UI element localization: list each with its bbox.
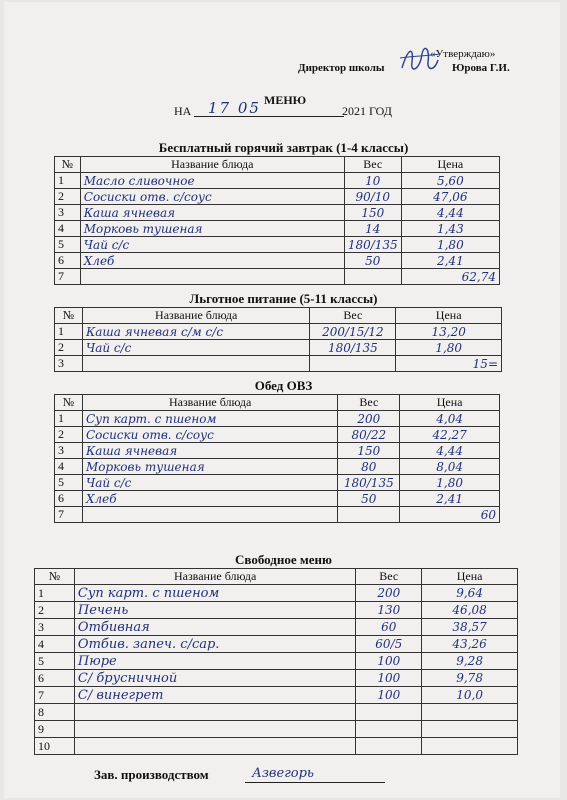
dish-price: 47,06: [401, 189, 499, 205]
dish-weight: 100: [356, 687, 422, 704]
dish-weight: 90/10: [344, 189, 401, 205]
dish-price: 38,57: [422, 619, 518, 636]
dish-name: Печень: [74, 602, 355, 619]
section-title-ovz: Обед ОВЗ: [254, 378, 313, 393]
row-number: 3: [55, 443, 83, 459]
menu-title: МЕНЮ: [264, 93, 307, 107]
dish-name: Морковь тушеная: [80, 221, 344, 237]
production-head-signature: Азвегорь: [252, 766, 314, 781]
column-header: Цена: [401, 157, 499, 173]
column-header: Название блюда: [82, 395, 337, 411]
row-number: 6: [55, 491, 83, 507]
menu-date: 17 05: [208, 99, 261, 117]
row-number: 4: [55, 221, 81, 237]
dish-name: Морковь тушеная: [82, 459, 337, 475]
table-row: [35, 636, 518, 653]
dish-name: Масло сливочное: [80, 173, 344, 189]
dish-price: 42,27: [400, 427, 500, 443]
dish-name: Хлеб: [80, 253, 344, 269]
column-header: Вес: [338, 395, 400, 411]
section-title-free: Свободное меню: [235, 552, 332, 567]
dish-weight: [344, 269, 401, 285]
column-header: Цена: [400, 395, 500, 411]
row-number: 3: [55, 205, 81, 221]
table-row: [35, 687, 518, 704]
row-number: 2: [55, 427, 83, 443]
dish-weight: 100: [356, 653, 422, 670]
dish-price: [422, 704, 518, 721]
dish-weight: 130: [356, 602, 422, 619]
dish-name: Сосиски отв. с/соус: [80, 189, 344, 205]
table-row: [55, 411, 500, 427]
column-header: №: [55, 308, 83, 324]
dish-price: 9,64: [422, 585, 518, 602]
table-row: [55, 443, 500, 459]
dish-name: Пюре: [74, 653, 355, 670]
dish-weight: 60: [356, 619, 422, 636]
column-header: Название блюда: [82, 308, 310, 324]
column-header: №: [35, 569, 75, 585]
dish-price: 9,28: [422, 653, 518, 670]
row-number: 6: [35, 670, 75, 687]
row-number: 8: [35, 704, 75, 721]
dish-price: 4,44: [400, 443, 500, 459]
row-number: 4: [35, 636, 75, 653]
table-row: [55, 491, 500, 507]
table-row: [55, 507, 500, 523]
signature-line: [245, 782, 385, 783]
dish-weight: 200: [338, 411, 400, 427]
column-header: Название блюда: [80, 157, 344, 173]
dish-price: 46,08: [422, 602, 518, 619]
table-row: [35, 619, 518, 636]
dish-weight: 50: [344, 253, 401, 269]
row-number: 2: [55, 340, 83, 356]
dish-name: Каша ячневая: [80, 205, 344, 221]
breakfast-table: [54, 156, 500, 285]
dish-weight: [338, 507, 400, 523]
table-row: [55, 189, 500, 205]
row-number: 5: [55, 475, 83, 491]
table-row: [35, 670, 518, 687]
dish-weight: [310, 356, 396, 372]
dish-weight: 180/135: [338, 475, 400, 491]
total-price: 62,74: [401, 269, 499, 285]
table-row: [35, 721, 518, 738]
table-row: [55, 205, 500, 221]
dish-name: [82, 356, 310, 372]
dish-price: 1,80: [396, 340, 502, 356]
dish-name: Суп карт. с пшеном: [82, 411, 337, 427]
table-row: [55, 253, 500, 269]
table-row: [55, 269, 500, 285]
dish-name: Суп карт. с пшеном: [74, 585, 355, 602]
column-header: Вес: [356, 569, 422, 585]
table-row: [55, 324, 502, 340]
table-row: [35, 602, 518, 619]
table-row: [55, 173, 500, 189]
row-number: 5: [35, 653, 75, 670]
free-menu-table: [34, 568, 518, 755]
dish-name: Каша ячневая: [82, 443, 337, 459]
dish-weight: 50: [338, 491, 400, 507]
dish-weight: [356, 704, 422, 721]
row-number: 2: [35, 602, 75, 619]
dish-name: [74, 738, 355, 755]
dish-weight: 150: [344, 205, 401, 221]
row-number: 1: [35, 585, 75, 602]
row-number: 10: [35, 738, 75, 755]
dish-weight: 60/5: [356, 636, 422, 653]
column-header: №: [55, 395, 83, 411]
dish-name: Чай с/с: [82, 340, 310, 356]
table-header-row: [55, 157, 500, 173]
row-number: 5: [55, 237, 81, 253]
dish-price: [422, 721, 518, 738]
row-number: 9: [35, 721, 75, 738]
table-row: [35, 585, 518, 602]
dish-price: 9,78: [422, 670, 518, 687]
table-row: [55, 221, 500, 237]
dish-weight: 14: [344, 221, 401, 237]
row-number: 6: [55, 253, 81, 269]
table-row: [55, 427, 500, 443]
dish-price: 1,43: [401, 221, 499, 237]
benefit-table: [54, 307, 502, 372]
dish-name: [74, 704, 355, 721]
dish-price: 13,20: [396, 324, 502, 340]
dish-price: 1,80: [401, 237, 499, 253]
row-number: 1: [55, 411, 83, 427]
date-prefix: НА: [174, 104, 192, 118]
table-header-row: [55, 308, 502, 324]
dish-name: Сосиски отв. с/соус: [82, 427, 337, 443]
menu-year: 2021 ГОД: [342, 104, 392, 118]
table-row: [55, 237, 500, 253]
table-row: [35, 704, 518, 721]
dish-price: 5,60: [401, 173, 499, 189]
director-signature-icon: [398, 40, 442, 80]
dish-price: 2,41: [400, 491, 500, 507]
total-price: 60: [400, 507, 500, 523]
dish-name: [74, 721, 355, 738]
dish-weight: 10: [344, 173, 401, 189]
row-number: 7: [55, 507, 83, 523]
dish-price: 8,04: [400, 459, 500, 475]
dish-price: [422, 738, 518, 755]
row-number: 7: [35, 687, 75, 704]
row-number: 3: [35, 619, 75, 636]
table-row: [35, 653, 518, 670]
row-number: 1: [55, 173, 81, 189]
column-header: Вес: [310, 308, 396, 324]
director-label: Директор школы: [298, 62, 385, 74]
table-row: [55, 340, 502, 356]
table-row: [35, 738, 518, 755]
dish-name: Чай с/с: [82, 475, 337, 491]
dish-price: 4,04: [400, 411, 500, 427]
table-header-row: [35, 569, 518, 585]
row-number: 4: [55, 459, 83, 475]
table-row: [55, 356, 502, 372]
row-number: 1: [55, 324, 83, 340]
table-row: [55, 475, 500, 491]
dish-name: [82, 507, 337, 523]
dish-weight: 180/135: [344, 237, 401, 253]
dish-weight: 100: [356, 670, 422, 687]
production-head-label: Зав. производством: [94, 767, 209, 782]
dish-name: Хлеб: [82, 491, 337, 507]
ovz-table: [54, 394, 500, 523]
total-price: 15=: [396, 356, 502, 372]
table-header-row: [55, 395, 500, 411]
dish-weight: [356, 721, 422, 738]
dish-price: 1,80: [400, 475, 500, 491]
row-number: 3: [55, 356, 83, 372]
dish-name: [80, 269, 344, 285]
table-row: [55, 459, 500, 475]
dish-price: 10,0: [422, 687, 518, 704]
dish-name: Отбивная: [74, 619, 355, 636]
dish-weight: 200: [356, 585, 422, 602]
dish-weight: 150: [338, 443, 400, 459]
section-title-benefit: Льготное питание (5-11 классы): [189, 291, 378, 306]
dish-name: Каша ячневая с/м с/с: [82, 324, 310, 340]
director-name: Юрова Г.И.: [452, 62, 510, 74]
row-number: 2: [55, 189, 81, 205]
dish-name: Отбив. запеч. с/сар.: [74, 636, 355, 653]
column-header: №: [55, 157, 81, 173]
dish-weight: 80: [338, 459, 400, 475]
dish-name: С/ брусничной: [74, 670, 355, 687]
section-title-breakfast: Бесплатный горячий завтрак (1-4 классы): [158, 140, 409, 155]
row-number: 7: [55, 269, 81, 285]
column-header: Цена: [396, 308, 502, 324]
dish-price: 2,41: [401, 253, 499, 269]
dish-weight: 200/15/12: [310, 324, 396, 340]
column-header: Цена: [422, 569, 518, 585]
dish-weight: 180/135: [310, 340, 396, 356]
dish-name: Чай с/с: [80, 237, 344, 253]
column-header: Вес: [344, 157, 401, 173]
dish-price: 43,26: [422, 636, 518, 653]
dish-name: С/ винегрет: [74, 687, 355, 704]
approve-label: «Утверждаю»: [430, 48, 496, 60]
dish-weight: 80/22: [338, 427, 400, 443]
dish-weight: [356, 738, 422, 755]
dish-price: 4,44: [401, 205, 499, 221]
column-header: Название блюда: [74, 569, 355, 585]
